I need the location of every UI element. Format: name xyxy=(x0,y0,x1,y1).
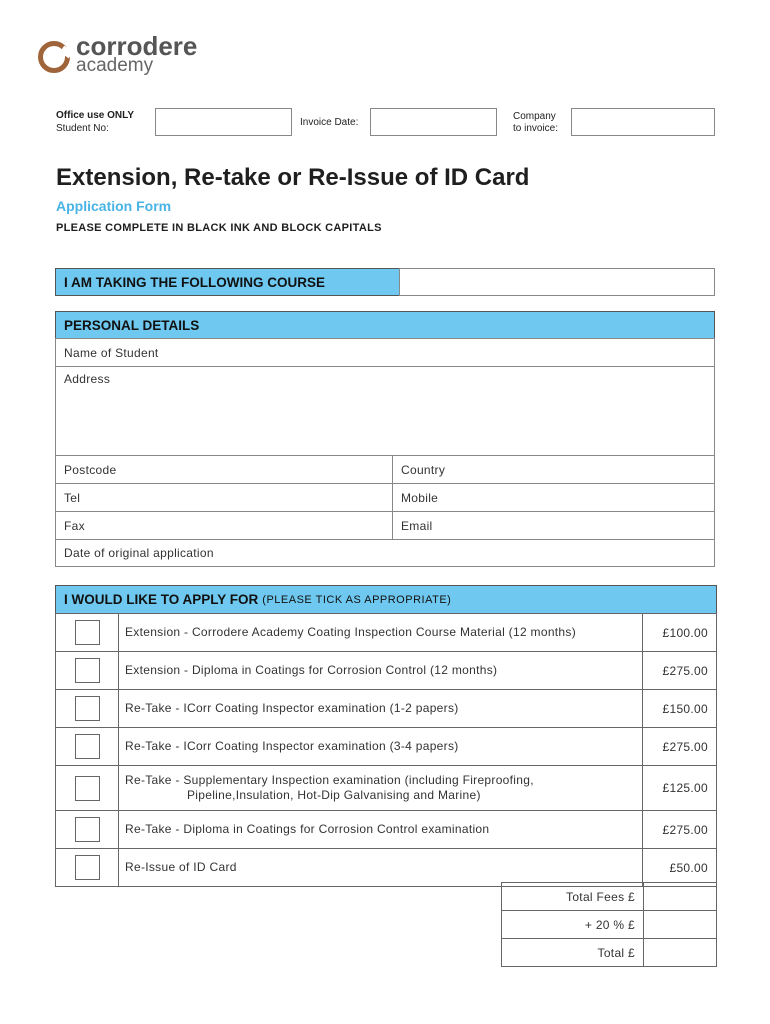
option-price: £50.00 xyxy=(643,849,717,887)
apply-options-table xyxy=(55,613,717,887)
checkbox-cell xyxy=(56,849,119,887)
apply-option-row xyxy=(56,728,717,766)
apply-section-header xyxy=(55,585,717,614)
country-label: Country xyxy=(401,462,446,477)
apply-option-row xyxy=(56,849,717,887)
option-description: Re-Take - ICorr Coating Inspector examination (1-2 papers) xyxy=(125,701,459,715)
option-checkbox[interactable] xyxy=(75,776,100,801)
option-price: £275.00 xyxy=(643,728,717,766)
address-label: Address xyxy=(64,372,111,386)
original-date-label: Date of original application xyxy=(64,546,214,560)
checkbox-cell xyxy=(56,766,119,811)
student-name-label: Name of Student xyxy=(64,345,159,360)
page-title: Extension, Re-take or Re-Issue of ID Card xyxy=(56,164,530,191)
company-label-line1: Company xyxy=(513,111,556,122)
tel-field[interactable] xyxy=(55,483,393,512)
grand-total-field[interactable] xyxy=(644,939,717,967)
postcode-label: Postcode xyxy=(64,462,117,477)
logo-ring-icon xyxy=(38,41,70,73)
option-description-cell xyxy=(119,811,643,849)
postcode-field[interactable] xyxy=(55,455,393,484)
apply-option-row xyxy=(56,690,717,728)
fax-field[interactable] xyxy=(55,511,393,540)
email-label: Email xyxy=(401,518,433,533)
option-description-cell xyxy=(119,652,643,690)
option-description: Re-Take - Diploma in Coatings for Corrosion Control examination xyxy=(125,822,490,836)
checkbox-cell xyxy=(56,728,119,766)
option-description-line2: Pipeline,Insulation, Hot-Dip Galvanising and Marine) xyxy=(187,788,481,802)
apply-heading: I WOULD LIKE TO APPLY FOR xyxy=(64,592,259,607)
vat-row xyxy=(502,911,717,939)
option-description: Re-Take - Supplementary Inspection examination (including Fireproofing, xyxy=(125,773,534,787)
option-description-cell xyxy=(119,690,643,728)
instruction-text: PLEASE COMPLETE IN BLACK INK AND BLOCK CAPITALS xyxy=(56,222,382,234)
email-field[interactable] xyxy=(392,511,715,540)
total-fees-row xyxy=(502,883,717,911)
option-price: £275.00 xyxy=(643,811,717,849)
student-name-field[interactable] xyxy=(55,338,715,367)
mobile-field[interactable] xyxy=(392,483,715,512)
option-description-cell xyxy=(119,849,643,887)
grand-total-label: Total £ xyxy=(502,939,644,967)
country-field[interactable] xyxy=(392,455,715,484)
checkbox-cell xyxy=(56,811,119,849)
company-invoice-field[interactable] xyxy=(571,108,715,136)
option-description-cell xyxy=(119,766,643,811)
course-field[interactable] xyxy=(399,268,715,296)
option-description: Re-Take - ICorr Coating Inspector examination (3-4 papers) xyxy=(125,739,459,753)
checkbox-cell xyxy=(56,614,119,652)
checkbox-cell xyxy=(56,652,119,690)
original-date-field[interactable] xyxy=(55,539,715,567)
option-description-cell xyxy=(119,728,643,766)
option-price: £150.00 xyxy=(643,690,717,728)
option-description: Extension - Corrodere Academy Coating Inspection Course Material (12 months) xyxy=(125,625,577,639)
option-checkbox[interactable] xyxy=(75,620,100,645)
address-field[interactable] xyxy=(55,366,715,456)
page-subtitle: Application Form xyxy=(56,198,172,214)
apply-option-row xyxy=(56,652,717,690)
option-price: £100.00 xyxy=(643,614,717,652)
apply-option-row xyxy=(56,811,717,849)
tel-label: Tel xyxy=(64,490,81,505)
grand-total-row xyxy=(502,939,717,967)
course-section-header: I AM TAKING THE FOLLOWING COURSE xyxy=(55,268,400,296)
option-description: Re-Issue of ID Card xyxy=(125,860,237,874)
company-label-line2: to invoice: xyxy=(513,123,559,134)
option-description: Extension - Diploma in Coatings for Corrosion Control (12 months) xyxy=(125,663,498,677)
option-checkbox[interactable] xyxy=(75,696,100,721)
logo-text-corrodere: corrodere xyxy=(76,31,198,61)
apply-option-row xyxy=(56,614,717,652)
apply-heading-note: (PLEASE TICK AS APPROPRIATE) xyxy=(262,593,452,606)
personal-details-header: PERSONAL DETAILS xyxy=(55,311,715,339)
apply-option-row xyxy=(56,766,717,811)
checkbox-cell xyxy=(56,690,119,728)
office-use-heading: Office use ONLY xyxy=(56,110,134,121)
student-no-label: Student No: xyxy=(56,123,109,134)
invoice-date-field[interactable] xyxy=(370,108,497,136)
option-price: £125.00 xyxy=(643,766,717,811)
option-description-cell xyxy=(119,614,643,652)
total-fees-field[interactable] xyxy=(644,883,717,911)
totals-table xyxy=(501,882,717,967)
vat-label: + 20 % £ xyxy=(502,911,644,939)
option-checkbox[interactable] xyxy=(75,855,100,880)
fax-label: Fax xyxy=(64,518,85,533)
student-no-field[interactable] xyxy=(155,108,292,136)
option-checkbox[interactable] xyxy=(75,734,100,759)
mobile-label: Mobile xyxy=(401,490,439,505)
invoice-date-label: Invoice Date: xyxy=(300,117,359,128)
option-checkbox[interactable] xyxy=(75,817,100,842)
logo-text-academy: academy xyxy=(76,55,154,76)
total-fees-label: Total Fees £ xyxy=(502,883,644,911)
option-checkbox[interactable] xyxy=(75,658,100,683)
vat-field[interactable] xyxy=(644,911,717,939)
option-price: £275.00 xyxy=(643,652,717,690)
